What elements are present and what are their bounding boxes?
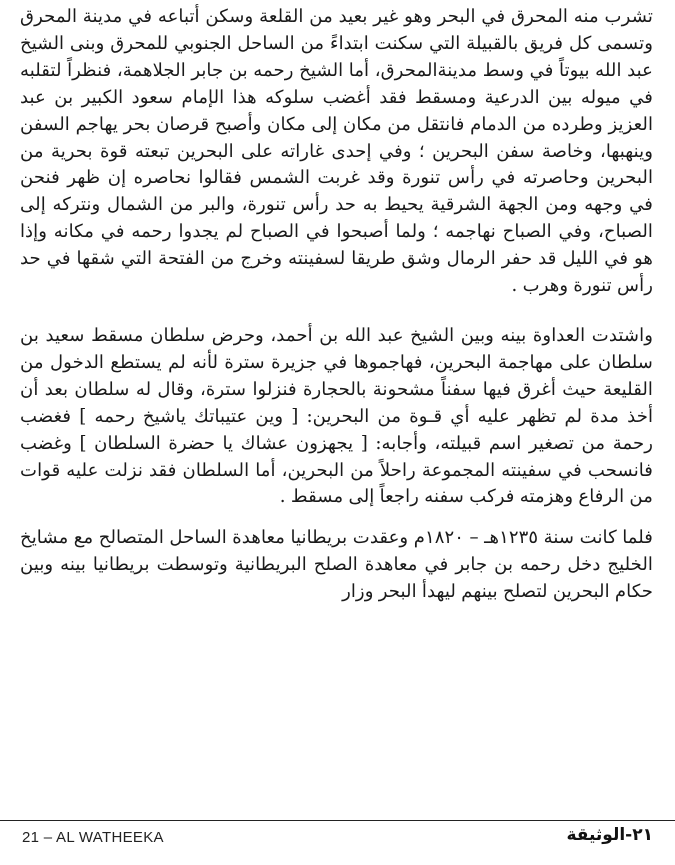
paragraph-2: واشتدت العداوة بينه وبين الشيخ عبد الله بن أحمد، وحرض سلطان مسقط سعيد بن سلطان على مهاجمة البحرين، فهاجموها في جزيرة سترة لأنه لم يستطع الدخول من القليعة حيث أغرق فيها سفناً مشحونة بالحجارة فنزلوا سترة، وقال له سلطان بعد أن أخذ مدة لم تظهر عليه أي قـوة من البحرين: [ وين عتيباتك ياشيخ رحمه ] فغضب رحمة من تصغير اسم قبيلته، وأجابه: [ يجهزون عشاك يا حضرة السلطان ] وغضب فانسحب في سفينته المجموعة راحلاً من البحرين، أما السلطان فقد نزلت عليه قوات من الرفاع وهزمته فركب سفنه راجعاً إلى مسقط . — [20, 324, 653, 508]
paragraph-3: فلما كانت سنة ١٢٣٥هـ – ١٨٢٠م وعقدت بريطانيا معاهدة الساحل المتصالح مع مشايخ الخليج دخل رحمه بن جابر في معاهدة الصلح البريطانية وتوسطت بريطانيا بينه وبين حكام البحرين لتصلح بينهم ليهدأ البحر وزار — [20, 527, 653, 603]
footer-page-label-latin: 21 – AL WATHEEKA — [22, 829, 164, 846]
page-footer — [0, 820, 675, 855]
body-text — [20, 4, 653, 606]
footer-page-label-arabic: ٢١-الوثيقة — [566, 825, 653, 845]
paragraph-1: تشرب منه المحرق في البحر وهو غير بعيد من القلعة وسكن أتباعه في مدينة المحرق وتسمى كل فريق بالقبيلة التي سكنت ابتداءً من الساحل الجنوبي للمحرق وبنى الشيخ عبد الله بيوتاً في وسط مدينةالمحرق، أما الشيخ رحمه بن جابر الجلاهمة، فنظراً لتقلبه في ميوله بين الدرعية ومسقط فقد أغضب سلوكه هذا الإمام سعود الكبير بن عبد العزيز وطرده من الدمام فانتقل من مكان إلى مكان وأصبح قرصان بحر يهاجم السفن وينهبها، وخاصة سفن البحرين ؛ وفي إحدى غاراته على البحرين تبعته قوة بحرية من البحرين وحاصرته في رأس تنورة وقد غربت الشمس فقالوا نحاصره إن ظهر فنحن في وجهه ومن الجهة الشرقية يحيط به حد رأس تنورة، والبر من الشمال ونتركه إلى الصباح، وفي الصباح نهاجمه ؛ ولما أصبحوا في الصباح لم يجدوا رحمه في مكانه وإذا هو في الليل قد حفر الرمال وشق طريقا لسفينته وخرج من الفتحة التي شقها في حد رأس تنورة وهرب . — [20, 6, 653, 297]
